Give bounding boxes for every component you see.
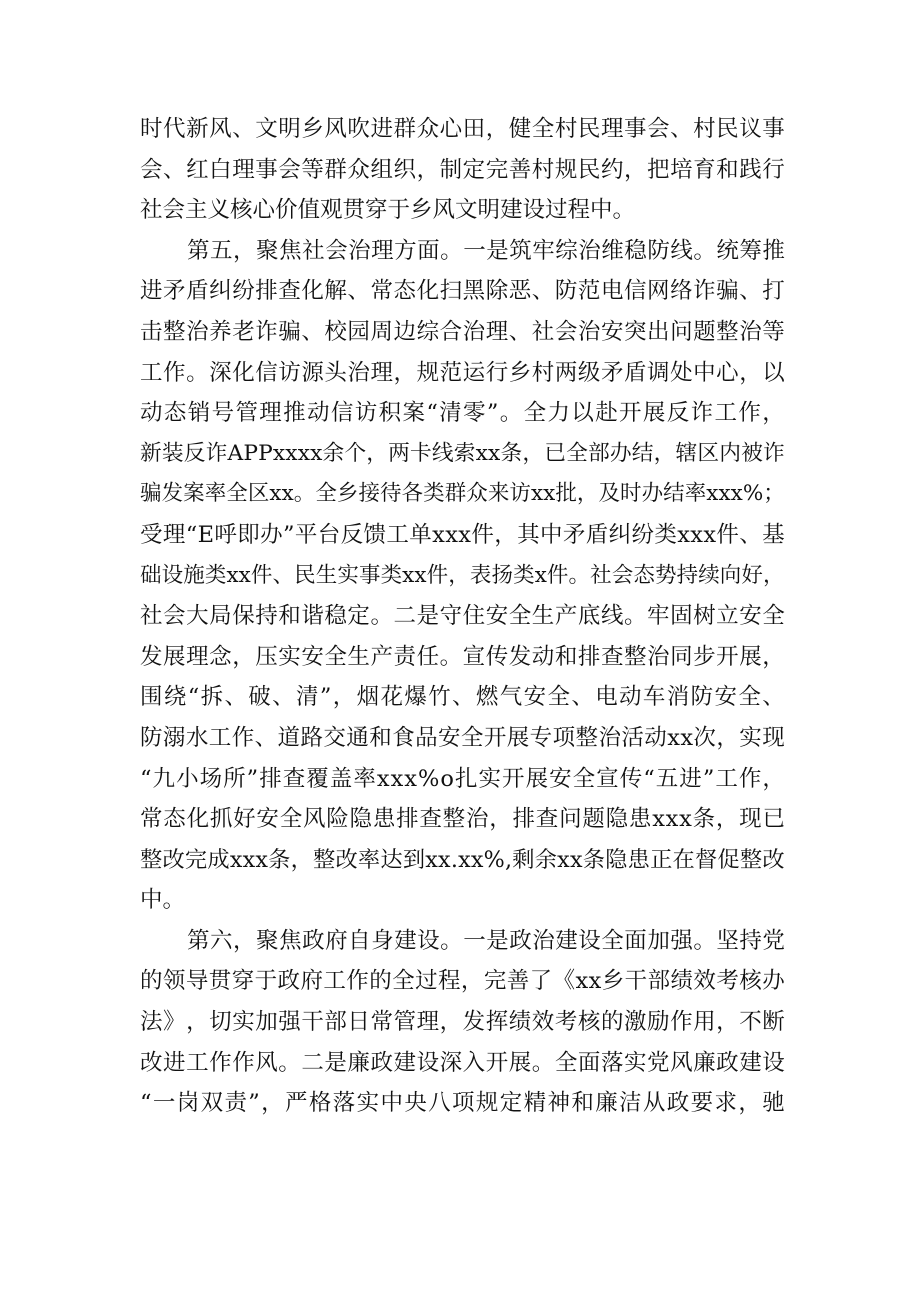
text-line: 时 代 新 风 、 文 明 乡 风 吹 进 群 众 心 田 ， 健 全 村 民 理 事 会 、 村 民 议 事	[140, 116, 785, 142]
text-line: 社会主义核心价值观贯穿于乡风文明建设过程中。	[140, 197, 636, 224]
text-line: 防 溺 水 工 作 、 道 路 交 通 和 食 品 安 全 开 展 专 项 整 治 活 动 x x 次 ， 实 现	[140, 724, 785, 751]
text-line: 受 理 “ E 呼 即 办 ” 平 台 反 馈 工 单 x x x 件 ， 其 中 矛 盾 纠 纷 类 x x x 件 、 基	[140, 521, 785, 548]
text-line: 击 整 治 养 老 诈 骗 、 校 园 周 边 综 合 治 理 、 社 会 治 安 突 出 问 题 整 治 等	[140, 318, 785, 345]
text-line: 改 进 工 作 作 风 。 二 是 廉 政 建 设 深 入 开 展 。 全 面 落 实 党 风 廉 政 建 设	[140, 1049, 785, 1076]
text-line: 的 领 导 贯 穿 于 政 府 工 作 的 全 过 程 ， 完 善 了 《 x x 乡 干 部 绩 效 考 核 办	[140, 968, 785, 995]
text-line: 法 》 ， 切 实 加 强 干 部 日 常 管 理 ， 发 挥 绩 效 考 核 的 激 励 作 用 ， 不 断	[140, 1009, 785, 1036]
text-line: 常 态 化 抓 好 安 全 风 险 隐 患 排 查 整 治 ， 排 查 问 题 隐 患 x x x 条 ， 现 已	[140, 806, 785, 833]
text-line: “ 九 小 场 所 ” 排 查 覆 盖 率 x x x % o 扎 实 开 展 安 全 宣 传 “ 五 进 ” 工 作 ，	[140, 765, 785, 792]
body-text	[140, 109, 785, 1124]
text-line: 整 改 完 成 x x x 条 ， 整 改 率 达 到 x x . x x % , 剩 余 x x 条 隐 患 正 在 督 促 整 改	[140, 846, 785, 873]
text-line: 工 作 。 深 化 信 访 源 头 治 理 ， 规 范 运 行 乡 村 两 级 矛 盾 调 处 中 心 ， 以	[140, 359, 785, 386]
text-line: 骗 发 案 率 全 区 x x 。 全 乡 接 待 各 类 群 众 来 访 x x 批 ， 及 时 办 结 率 x x x % ；	[140, 481, 785, 507]
text-line: 社 会 大 局 保 持 和 谐 稳 定 。 二 是 守 住 安 全 生 产 底 线 。 牢 固 树 立 安 全	[140, 603, 785, 630]
text-line: 新 装 反 诈 A P P x x x x 余 个 ， 两 卡 线 索 x x 条 ， 已 全 部 办 结 ， 辖 区 内 被 诈	[140, 440, 785, 466]
paragraph-start-line: 第 五 ， 聚 焦 社 会 治 理 方 面 。 一 是 筑 牢 综 治 维 稳 防 线 。 统 筹 推	[187, 237, 785, 264]
text-line: 中。	[140, 887, 186, 914]
text-line: 动 态 销 号 管 理 推 动 信 访 积 案 “ 清 零 ” 。 全 力 以 赴 开 展 反 诈 工 作 ，	[140, 400, 785, 427]
text-line: 发 展 理 念 ， 压 实 安 全 生 产 责 任 。 宣 传 发 动 和 排 查 整 治 同 步 开 展 ，	[140, 643, 785, 670]
text-line: 会 、 红 白 理 事 会 等 群 众 组 织 ， 制 定 完 善 村 规 民 约 ， 把 培 育 和 践 行	[140, 156, 785, 183]
text-line: 进 矛 盾 纠 纷 排 查 化 解 、 常 态 化 扫 黑 除 恶 、 防 范 电 信 网 络 诈 骗 、 打	[140, 278, 785, 305]
paragraph-start-line: 第 六 ， 聚 焦 政 府 自 身 建 设 。 一 是 政 治 建 设 全 面 加 强 。 坚 持 党	[187, 927, 785, 954]
text-line: 围 绕 “ 拆 、 破 、 清 ” ， 烟 花 爆 竹 、 燃 气 安 全 、 电 动 车 消 防 安 全 、	[140, 684, 785, 711]
text-line: 础 设 施 类 x x 件 、 民 生 实 事 类 x x 件 ， 表 扬 类 x 件 。 社 会 态 势 持 续 向 好 ，	[140, 562, 785, 588]
text-line: “ 一 岗 双 责 ” ， 严 格 落 实 中 央 八 项 规 定 精 神 和 廉 洁 从 政 要 求 ， 驰	[140, 1090, 785, 1117]
